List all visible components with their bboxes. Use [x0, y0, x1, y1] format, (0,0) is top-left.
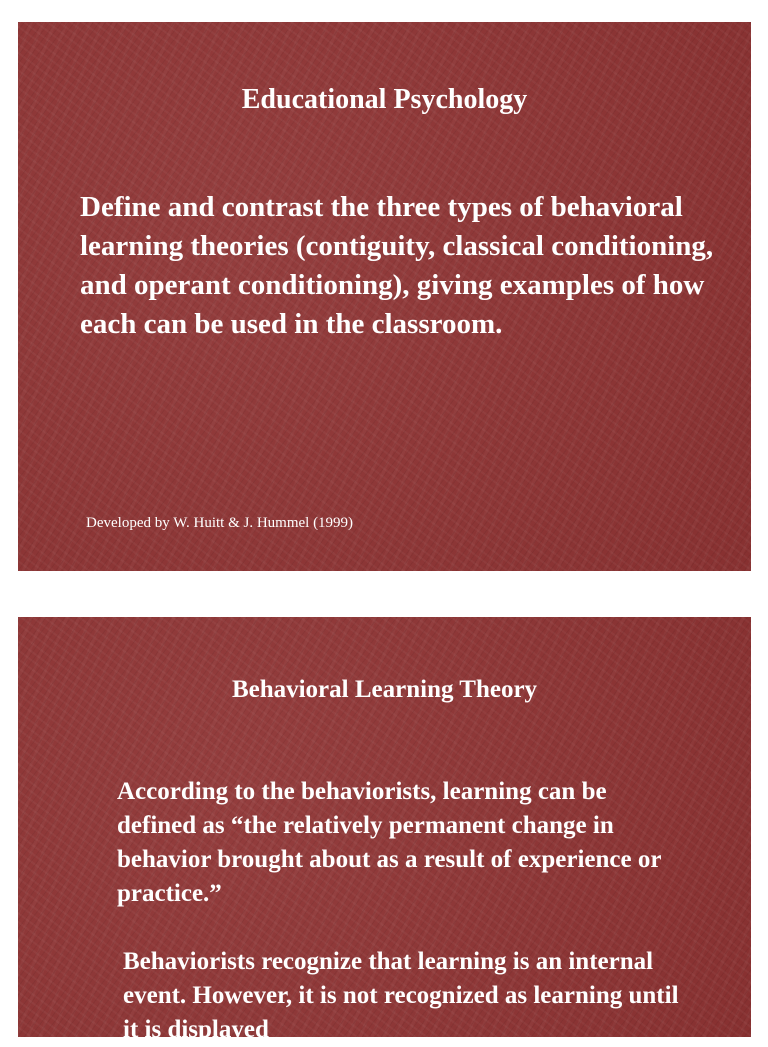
slide-educational-psychology: [18, 22, 751, 571]
slide-body-text: Define and contrast the three types of behavioral learning theories (contiguity, classical conditioning, and operant conditioning), giving examples of how each can be used in the classroom.: [80, 191, 714, 340]
slide-behavioral-learning-theory: [18, 617, 751, 1043]
slide-title: Educational Psychology: [241, 84, 528, 115]
slide-paragraph-definition: According to the behaviorists, learning can be defined as “the relatively permanent change in behavior brought about as a result of experience or practice.”: [117, 778, 661, 907]
slide-credit: Developed by W. Huitt & J. Hummel (1999): [86, 515, 354, 531]
slide-title: Behavioral Learning Theory: [231, 676, 538, 703]
slide-paragraph-internal-event: Behaviorists recognize that learning is an internal event. However, it is not recognized as learning until it is displayed: [123, 948, 679, 1043]
